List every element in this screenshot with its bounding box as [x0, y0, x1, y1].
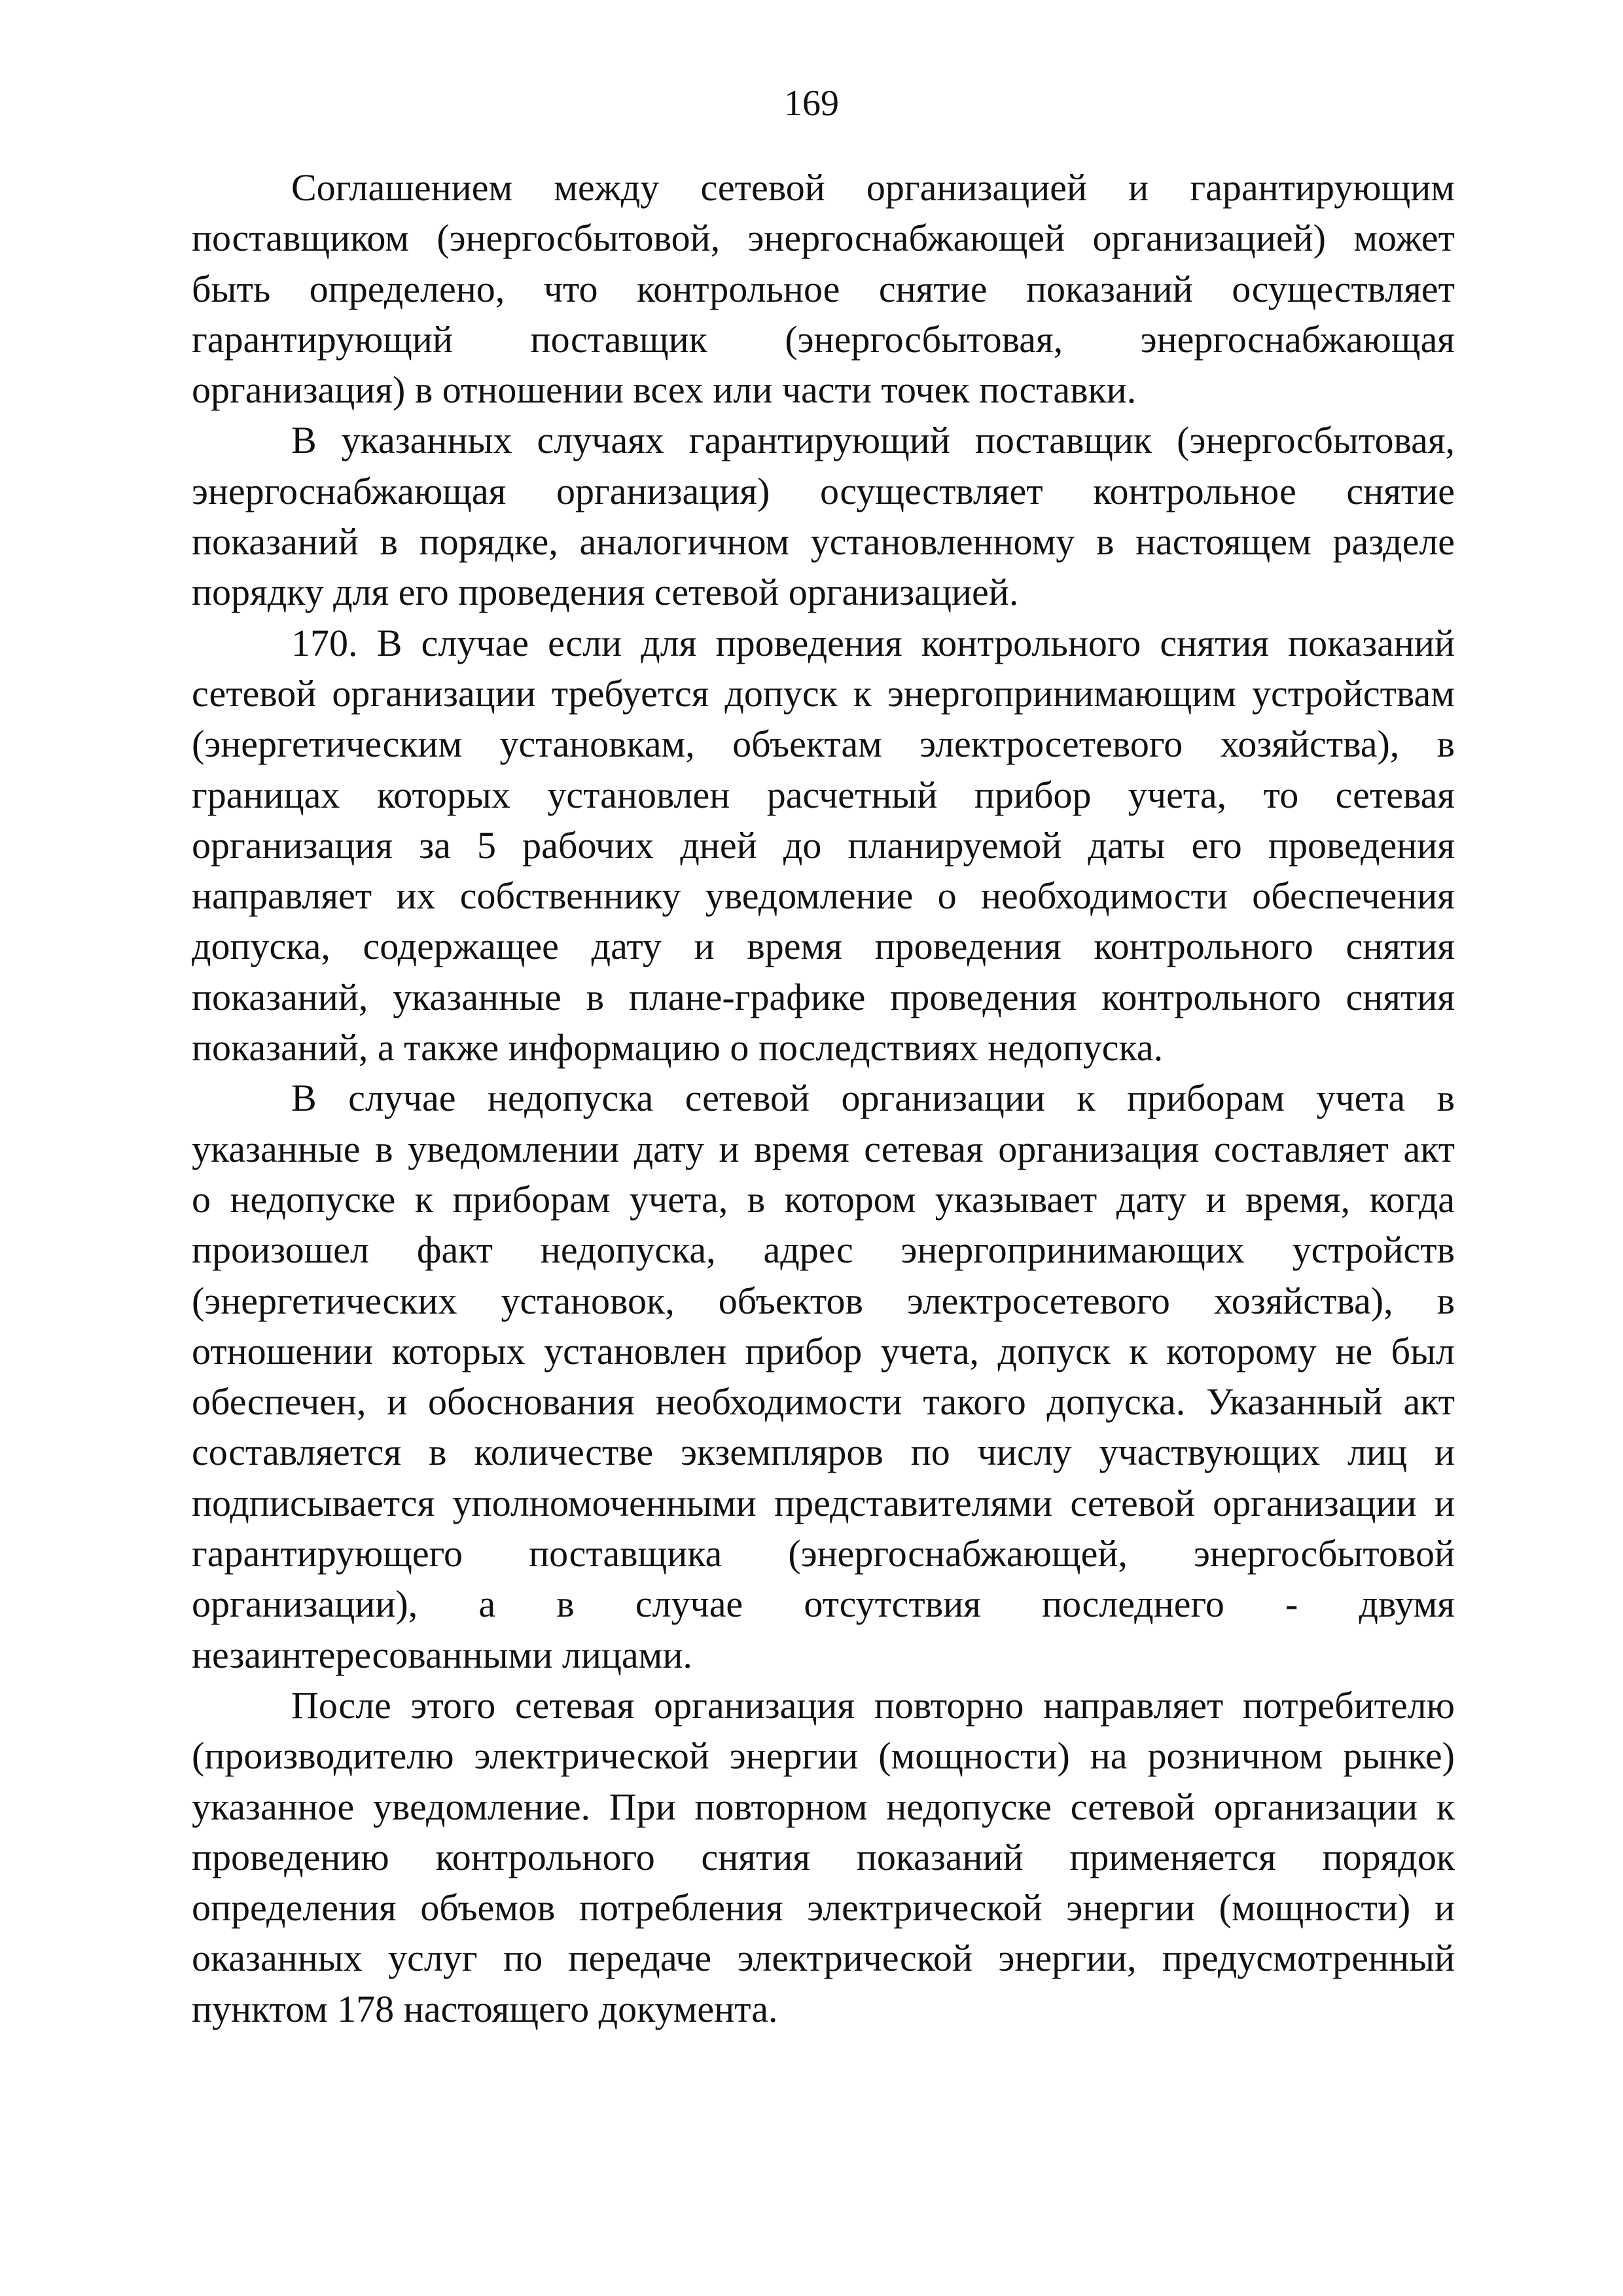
text-line: пунктом 178 настоящего документа. [192, 1987, 778, 2030]
text-line: составляется в количестве экземпляров по числу участвующих лиц и [192, 1431, 1455, 1474]
paragraph-supplier-reading [192, 415, 1455, 617]
document-body [192, 162, 1455, 2034]
text-line: организация) в отношении всех или части точек поставки. [192, 368, 1137, 412]
text-line: о недопуске к приборам учета, в котором указывает дату и время, когда [192, 1177, 1455, 1221]
text-line: В случае недопуска сетевой организации к приборам учета в [291, 1077, 1455, 1120]
text-line: (энергетических установок, объектов электросетевого хозяйства), в [192, 1279, 1455, 1322]
text-line: поставщиком (энергосбытовой, энергоснабжающей организацией) может [192, 217, 1455, 260]
text-line: порядку для его проведения сетевой организацией. [192, 571, 1019, 614]
text-line: проведению контрольного снятия показаний применяется порядок [192, 1835, 1455, 1878]
text-line: гарантирующего поставщика (энергоснабжающей, энергосбытовой [192, 1532, 1455, 1575]
text-line: отношении которых установлен прибор учета, допуск к которому не был [192, 1329, 1455, 1372]
text-line: показаний, а также информацию о последствиях недопуска. [192, 1026, 1164, 1069]
text-line: оказанных услуг по передаче электрической энергии, предусмотренный [192, 1937, 1455, 1980]
text-line: (производителю электрической энергии (мощности) на розничном рынке) [192, 1734, 1455, 1778]
text-line: допуска, содержащее дату и время проведения контрольного снятия [192, 925, 1455, 968]
text-line: показаний в порядке, аналогичном установленному в настоящем разделе [192, 520, 1455, 564]
text-line: определения объемов потребления электрической энергии (мощности) и [192, 1886, 1455, 1929]
text-line: подписывается уполномоченными представителями сетевой организации и [192, 1481, 1455, 1524]
paragraph-repeat-notice [192, 1680, 1455, 2034]
text-line: произошел факт недопуска, адрес энергопринимающих устройств [192, 1229, 1455, 1272]
paragraph-clause-170 [192, 618, 1455, 1073]
text-line: границах которых установлен расчетный прибор учета, то сетевая [192, 773, 1455, 816]
text-line: указанное уведомление. При повторном недопуске сетевой организации к [192, 1785, 1455, 1828]
text-line: обеспечен, и обоснования необходимости такого допуска. Указанный акт [192, 1380, 1455, 1424]
text-line: энергоснабжающая организация) осуществляет контрольное снятие [192, 469, 1455, 512]
text-line: (энергетическим установкам, объектам электросетевого хозяйства), в [192, 723, 1455, 766]
text-line: направляет их собственнику уведомление о необходимости обеспечения [192, 874, 1455, 918]
text-line: 170. В случае если для проведения контрольного снятия показаний [291, 621, 1455, 664]
text-line: организации), а в случае отсутствия последнего - двумя [192, 1583, 1455, 1626]
text-line: показаний, указанные в плане-графике проведения контрольного снятия [192, 975, 1455, 1018]
paragraph-non-admission [192, 1073, 1455, 1680]
text-line: указанные в уведомлении дату и время сетевая организация составляет акт [192, 1127, 1455, 1170]
text-line: организация за 5 рабочих дней до планируемой даты его проведения [192, 823, 1455, 867]
text-line: быть определено, что контрольное снятие показаний осуществляет [192, 267, 1455, 310]
page-number: 169 [784, 83, 839, 124]
text-line: После этого сетевая организация повторно направляет потребителю [291, 1683, 1455, 1727]
paragraph-agreement [192, 162, 1455, 415]
text-line: незаинтересованными лицами. [192, 1633, 692, 1676]
text-line: В указанных случаях гарантирующий поставщик (энергосбытовая, [291, 419, 1455, 462]
text-line: Соглашением между сетевой организацией и гарантирующим [291, 166, 1455, 209]
text-line: сетевой организации требуется допуск к энергопринимающим устройствам [192, 672, 1455, 715]
text-line: гарантирующий поставщик (энергосбытовая, энергоснабжающая [192, 317, 1455, 361]
